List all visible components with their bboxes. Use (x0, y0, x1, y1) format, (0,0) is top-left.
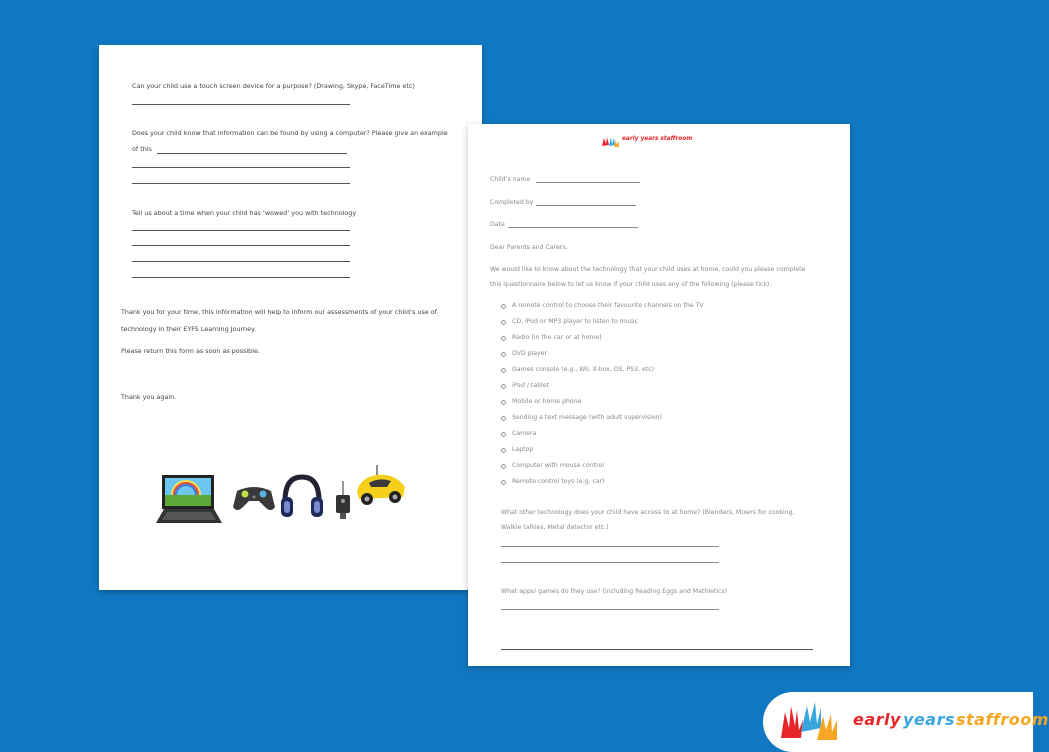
laptop-icon (154, 473, 224, 525)
intro-line2: this questionnaire below to let us know if your child uses any of the following (please tick). (490, 281, 772, 288)
checkbox[interactable] (501, 480, 506, 485)
question-wowed: Tell us about a time when your child has ‘wowed’ you with technology (132, 209, 357, 217)
question-information-computer-cont: of this (132, 145, 152, 153)
checklist-item: A remote control to choose their favourite channels on the TV (512, 302, 704, 309)
question-information-computer: Does your child know that information can be found by using a computer? Please give an example (132, 129, 448, 137)
completed-by-line[interactable] (536, 205, 636, 206)
checklist-item: Camera (512, 430, 537, 437)
thanks-paragraph-line1: Thank you for your time, this information will help to inform our assessments of your child’s use of (121, 308, 437, 316)
checkbox[interactable] (501, 400, 506, 405)
return-note: Please return this form as soon as possible. (121, 347, 260, 355)
checklist-item: Mobile or home phone (512, 398, 582, 405)
header-logo (600, 134, 720, 148)
checklist-item: Games console (e.g., Wii, X-box, DS, PS3, etc) (512, 366, 655, 373)
headphones-icon (279, 473, 325, 521)
checkbox[interactable] (501, 368, 506, 373)
checkbox[interactable] (501, 464, 506, 469)
answer-line (132, 183, 350, 184)
answer-line (132, 261, 350, 262)
answer-line[interactable] (501, 562, 719, 563)
date-line[interactable] (508, 227, 638, 228)
hands-logo-icon (600, 134, 620, 148)
checklist-item: CD, iPod or MP3 player to listen to music (512, 318, 639, 325)
greeting: Dear Parents and Carers, (490, 244, 568, 251)
answer-line (157, 153, 347, 154)
checkbox[interactable] (501, 320, 506, 325)
hands-logo-icon (777, 698, 849, 742)
child-name-label: Child’s name (490, 176, 531, 183)
gamepad-icon (231, 483, 277, 513)
questionnaire-page-2 (99, 45, 482, 590)
checkbox[interactable] (501, 384, 506, 389)
child-name-line[interactable] (536, 182, 640, 183)
answer-line (132, 230, 350, 231)
intro-line1: We would like to know about the technology that your child uses at home, could you please complete (490, 266, 806, 273)
question-touch-screen: Can your child use a touch screen device for a purpose? (Drawing, Skype, FaceTime etc) (132, 82, 415, 90)
date-label: Date (490, 221, 505, 228)
early-years-staffroom-logo (763, 692, 1049, 752)
question-other-tech-line1: What other technology does your child have access to at home? (Blenders, Mixers for cooking, (501, 509, 795, 516)
question-apps: What apps/ games do they use? (including Reading Eggs and Mathletics) (501, 588, 727, 595)
toy-car-icon (355, 465, 407, 507)
answer-line[interactable] (501, 546, 719, 547)
logo-word-early: early (853, 710, 901, 729)
answer-line[interactable] (501, 609, 719, 610)
logo-word-years: years (903, 710, 955, 729)
checkbox[interactable] (501, 432, 506, 437)
checklist-item: Computer with mouse control (512, 462, 604, 469)
answer-line (132, 167, 350, 168)
answer-line (132, 277, 350, 278)
checkbox[interactable] (501, 448, 506, 453)
header-logo-text: early years staffroom (622, 136, 693, 142)
checkbox[interactable] (501, 416, 506, 421)
logo-word-staffroom: staffroom (956, 710, 1049, 729)
checklist-item: Radio (in the car or at home) (512, 334, 602, 341)
checklist-item: DVD player (512, 350, 548, 357)
remote-control-icon (331, 481, 355, 521)
checklist-item: iPad / tablet (512, 382, 550, 389)
answer-line (132, 245, 350, 246)
checkbox[interactable] (501, 352, 506, 357)
question-other-tech-line2: Walkie talkies, Metal detector etc.) (501, 524, 609, 531)
questionnaire-page-1 (468, 124, 850, 666)
checklist-item: Sending a text message (with adult supervision) (512, 414, 662, 421)
answer-line[interactable] (501, 649, 813, 650)
thanks-paragraph-line2: technology in their EYFS Learning Journey. (121, 325, 256, 333)
thanks-again: Thank you again. (121, 393, 177, 401)
checklist-item: Remote control toys (e.g. car) (512, 478, 605, 485)
completed-by-label: Completed by (490, 199, 534, 206)
checklist-item: Laptop (512, 446, 534, 453)
checkbox[interactable] (501, 304, 506, 309)
checkbox[interactable] (501, 336, 506, 341)
answer-line (132, 104, 350, 105)
